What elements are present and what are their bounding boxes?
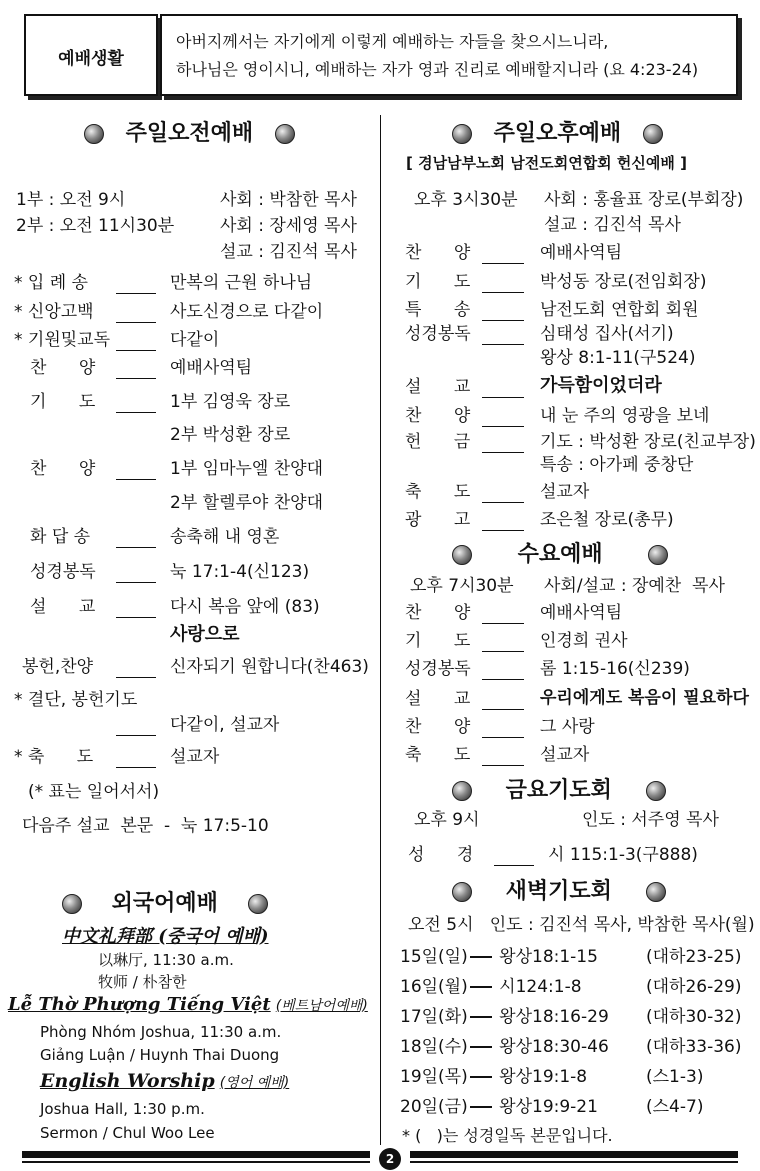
- order-label: 찬 양: [30, 358, 96, 378]
- viet-sub: (베트남어예배): [275, 998, 368, 1014]
- dash: [494, 865, 534, 867]
- dawn-heading: [452, 878, 666, 906]
- eng-heading: [40, 1070, 289, 1092]
- eng-sub: (영어 예배): [219, 1075, 290, 1091]
- verse-line-1: 아버지께서는 자기에게 이렇게 예배하는 자들을 찾으시느니라,: [176, 32, 609, 51]
- morning-preacher: 설교 : 김진석 목사: [220, 242, 357, 262]
- dawn-day: 19일(목): [400, 1067, 468, 1087]
- dash: [116, 293, 156, 295]
- friday-leader: 인도 : 서주영 목사: [582, 810, 719, 830]
- order-value: 설교자: [170, 747, 220, 767]
- dawn-day: 15일(일): [400, 947, 468, 967]
- bullet-icon: [646, 882, 666, 902]
- morning-leader-1: 사회 : 박참한 목사: [220, 190, 357, 210]
- order-label: 축 도: [405, 745, 471, 765]
- order-label: 찬 양: [405, 717, 471, 737]
- order-value: 2부 박성환 장로: [170, 425, 291, 445]
- standing-note: (* 표는 일어서서): [28, 782, 160, 802]
- wednesday-heading: [452, 541, 668, 569]
- wednesday-time: 오후 7시30분: [410, 576, 514, 596]
- dawn-day: 20일(금): [400, 1097, 468, 1117]
- order-value: 2부 할렐루야 찬양대: [170, 493, 323, 513]
- viet-heading: [8, 994, 368, 1015]
- order-label: 성경봉독: [405, 324, 471, 344]
- order-value: 다시 복음 앞에 (83): [170, 597, 320, 617]
- dawn-text: 왕상18:1-15: [499, 947, 598, 967]
- order-value: 심태성 집사(서기): [540, 324, 674, 344]
- order-value: 다같이, 설교자: [170, 715, 280, 735]
- order-value: 다같이: [170, 330, 220, 350]
- dawn-note: * ( )는 성경일독 본문입니다.: [402, 1126, 613, 1145]
- morning-leader-2: 사회 : 장세영 목사: [220, 216, 357, 236]
- wednesday-leader: 사회/설교 : 장예찬 목사: [544, 576, 725, 596]
- morning-heading: [84, 120, 295, 148]
- order-label: 찬 양: [405, 406, 471, 426]
- wednesday-title: 수요예배: [517, 542, 603, 567]
- dash: [482, 320, 524, 322]
- dash: [482, 679, 524, 681]
- dash: [470, 1076, 492, 1078]
- dash: [482, 709, 524, 711]
- dawn-text: 왕상18:16-29: [499, 1007, 609, 1027]
- dash: [116, 735, 156, 737]
- dash: [116, 378, 156, 380]
- order-label: 기 도: [405, 272, 471, 292]
- order-value: 시 115:1-3(구888): [548, 845, 698, 865]
- order-label: 설 교: [30, 597, 96, 617]
- dawn-day: 17일(화): [400, 1007, 468, 1027]
- dawn-text: 시124:1-8: [499, 977, 582, 997]
- afternoon-heading: [452, 120, 663, 148]
- bullet-icon: [452, 781, 472, 801]
- dawn-ref: (스1-3): [646, 1067, 704, 1087]
- dash: [482, 651, 524, 653]
- order-value: 그 사랑: [540, 717, 595, 737]
- dawn-ref: (대하33-36): [646, 1037, 742, 1057]
- dawn-row: [400, 1036, 609, 1058]
- dawn-row: [400, 1006, 609, 1028]
- order-value: 예배사역팀: [540, 603, 623, 623]
- bullet-icon: [62, 894, 82, 914]
- next-sermon: 다음주 설교 본문 - 눅 17:5-10: [22, 816, 269, 836]
- dash: [482, 737, 524, 739]
- topic-box: [24, 14, 158, 96]
- verse-box: [160, 14, 738, 96]
- dash: [470, 1016, 492, 1018]
- order-label: 광 고: [405, 510, 471, 530]
- morning-title: 주일오전예배: [125, 121, 254, 146]
- dawn-row: [400, 976, 582, 998]
- order-value: 조은철 장로(총무): [540, 510, 674, 530]
- order-label: 설 교: [405, 689, 471, 709]
- eng-place: Joshua Hall, 1:30 p.m.: [40, 1100, 205, 1118]
- chinese-place: 以琳厅, 11:30 a.m.: [98, 951, 234, 969]
- order-value: 사도신경으로 다같이: [170, 302, 324, 322]
- viet-title: Lễ Thờ Phượng Tiếng Việt: [8, 994, 271, 1015]
- order-label: 성경봉독: [405, 659, 471, 679]
- dash: [482, 502, 524, 504]
- dawn-ref: (대하30-32): [646, 1007, 742, 1027]
- order-value: 박성동 장로(전임회장): [540, 272, 707, 292]
- dash: [116, 767, 156, 769]
- dash: [482, 426, 524, 428]
- order-value: 내 눈 주의 영광을 보네: [540, 406, 710, 426]
- order-value: 기도 : 박성환 장로(친교부장): [540, 432, 756, 452]
- dawn-ref: (스4-7): [646, 1097, 704, 1117]
- order-label: 기 도: [405, 631, 471, 651]
- afternoon-preacher: 설교 : 김진석 목사: [544, 215, 681, 235]
- dawn-day: 16일(월): [400, 977, 468, 997]
- order-value: 남전도회 연합회 회원: [540, 300, 699, 320]
- footer-bar-left: [22, 1151, 370, 1158]
- column-divider: [380, 115, 381, 1145]
- footer-bar-right: [410, 1151, 738, 1158]
- order-label: * 입 례 송: [14, 273, 88, 293]
- bullet-icon: [84, 124, 104, 144]
- order-value: 특송 : 아가페 중창단: [540, 455, 694, 475]
- dash: [482, 530, 524, 532]
- topic-label: 예배생활: [58, 49, 124, 69]
- dash: [116, 322, 156, 324]
- chinese-pastor: 牧师 / 朴참한: [98, 973, 187, 991]
- afternoon-leader: 사회 : 홍율표 장로(부회장): [544, 190, 744, 210]
- bullet-icon: [248, 894, 268, 914]
- order-label: 찬 양: [405, 603, 471, 623]
- bullet-icon: [646, 781, 666, 801]
- order-label: 헌 금: [405, 432, 471, 452]
- order-label: 찬 양: [405, 243, 471, 263]
- verse-line-2: 하나님은 영이시니, 예배하는 자가 영과 진리로 예배할지니라 (요 4:23-24): [176, 60, 699, 79]
- order-value: 신자되기 원합니다(찬463): [170, 657, 369, 677]
- sermon-title: 우리에게도 복음이 필요하다: [540, 688, 749, 708]
- dawn-row: [400, 1096, 598, 1118]
- dash: [470, 1106, 492, 1108]
- dash: [116, 582, 156, 584]
- footer-line-right: [410, 1161, 738, 1163]
- dash: [482, 292, 524, 294]
- dash: [116, 479, 156, 481]
- footer-line-left: [22, 1161, 370, 1163]
- eng-preacher: Sermon / Chul Woo Lee: [40, 1124, 215, 1142]
- morning-first-service: 1부 : 오전 9시: [16, 190, 126, 210]
- page-number: 2: [379, 1148, 401, 1170]
- afternoon-time: 오후 3시30분: [414, 190, 518, 210]
- dawn-title: 새벽기도회: [505, 879, 612, 904]
- order-label: * 신앙고백: [14, 302, 94, 322]
- dash: [116, 617, 156, 619]
- bullet-icon: [648, 545, 668, 565]
- order-label: * 축 도: [14, 747, 94, 767]
- dash: [482, 397, 524, 399]
- afternoon-subtitle: [ 경남남부노회 남전도회연합회 헌신예배 ]: [406, 154, 687, 172]
- foreign-heading: [62, 890, 268, 918]
- chinese-title: 中文礼拜部 (중국어 예배): [62, 926, 269, 947]
- order-value: 눅 17:1-4(신123): [170, 562, 310, 582]
- afternoon-title: 주일오후예배: [493, 121, 622, 146]
- order-label: 봉헌,찬양: [22, 657, 94, 677]
- dash: [116, 412, 156, 414]
- order-label: * 결단, 봉헌기도: [14, 690, 138, 710]
- friday-heading: [452, 777, 666, 805]
- bullet-icon: [452, 124, 472, 144]
- sermon-title: 가득함이었더라: [540, 375, 662, 396]
- dawn-ref: (대하23-25): [646, 947, 742, 967]
- dash: [482, 623, 524, 625]
- dash: [470, 986, 492, 988]
- morning-second-service: 2부 : 오전 11시30분: [16, 216, 175, 236]
- bullet-icon: [275, 124, 295, 144]
- order-value: 설교자: [540, 745, 590, 765]
- dash: [482, 765, 524, 767]
- friday-title: 금요기도회: [505, 778, 612, 803]
- dawn-day: 18일(수): [400, 1037, 468, 1057]
- order-label: 특 송: [405, 300, 471, 320]
- bullet-icon: [452, 545, 472, 565]
- dawn-text: 왕상18:30-46: [499, 1037, 609, 1057]
- friday-time: 오후 9시: [414, 810, 480, 830]
- dawn-text: 왕상19:1-8: [499, 1067, 588, 1087]
- order-value: 1부 김영욱 장로: [170, 392, 291, 412]
- order-value: 예배사역팀: [170, 358, 253, 378]
- dash: [482, 263, 524, 265]
- dash: [116, 547, 156, 549]
- dash: [482, 344, 524, 346]
- dash: [116, 677, 156, 679]
- order-label: 축 도: [405, 482, 471, 502]
- order-label: 기 도: [30, 392, 96, 412]
- dawn-info: 오전 5시 인도 : 김진석 목사, 박참한 목사(월): [408, 915, 755, 935]
- order-value: 왕상 8:1-11(구524): [540, 348, 696, 368]
- viet-place: Phòng Nhóm Joshua, 11:30 a.m.: [40, 1023, 282, 1041]
- sermon-title: 사랑으로: [170, 624, 240, 645]
- viet-preacher: Giảng Luận / Huynh Thai Duong: [40, 1046, 280, 1064]
- dawn-ref: (대하26-29): [646, 977, 742, 997]
- dawn-row: [400, 1066, 587, 1088]
- order-label: 성경봉독: [30, 562, 96, 582]
- dash: [482, 452, 524, 454]
- order-value: 만복의 근원 하나님: [170, 273, 313, 293]
- dawn-row: [400, 946, 598, 968]
- order-value: 예배사역팀: [540, 243, 623, 263]
- foreign-title: 외국어예배: [111, 891, 218, 916]
- eng-title: English Worship: [40, 1070, 215, 1092]
- order-label: 찬 양: [30, 459, 96, 479]
- dash: [470, 1046, 492, 1048]
- order-label: * 기원및교독: [14, 330, 111, 350]
- order-label: 설 교: [405, 377, 471, 397]
- dash: [116, 350, 156, 352]
- bullet-icon: [643, 124, 663, 144]
- order-label: 성 경: [408, 845, 474, 865]
- order-value: 인경희 권사: [540, 631, 628, 651]
- order-value: 송축해 내 영혼: [170, 527, 280, 547]
- bullet-icon: [452, 882, 472, 902]
- order-value: 롬 1:15-16(신239): [540, 659, 690, 679]
- order-value: 설교자: [540, 482, 590, 502]
- dash: [470, 956, 492, 958]
- dawn-text: 왕상19:9-21: [499, 1097, 598, 1117]
- order-value: 1부 임마누엘 찬양대: [170, 459, 323, 479]
- order-label: 화 답 송: [30, 527, 91, 547]
